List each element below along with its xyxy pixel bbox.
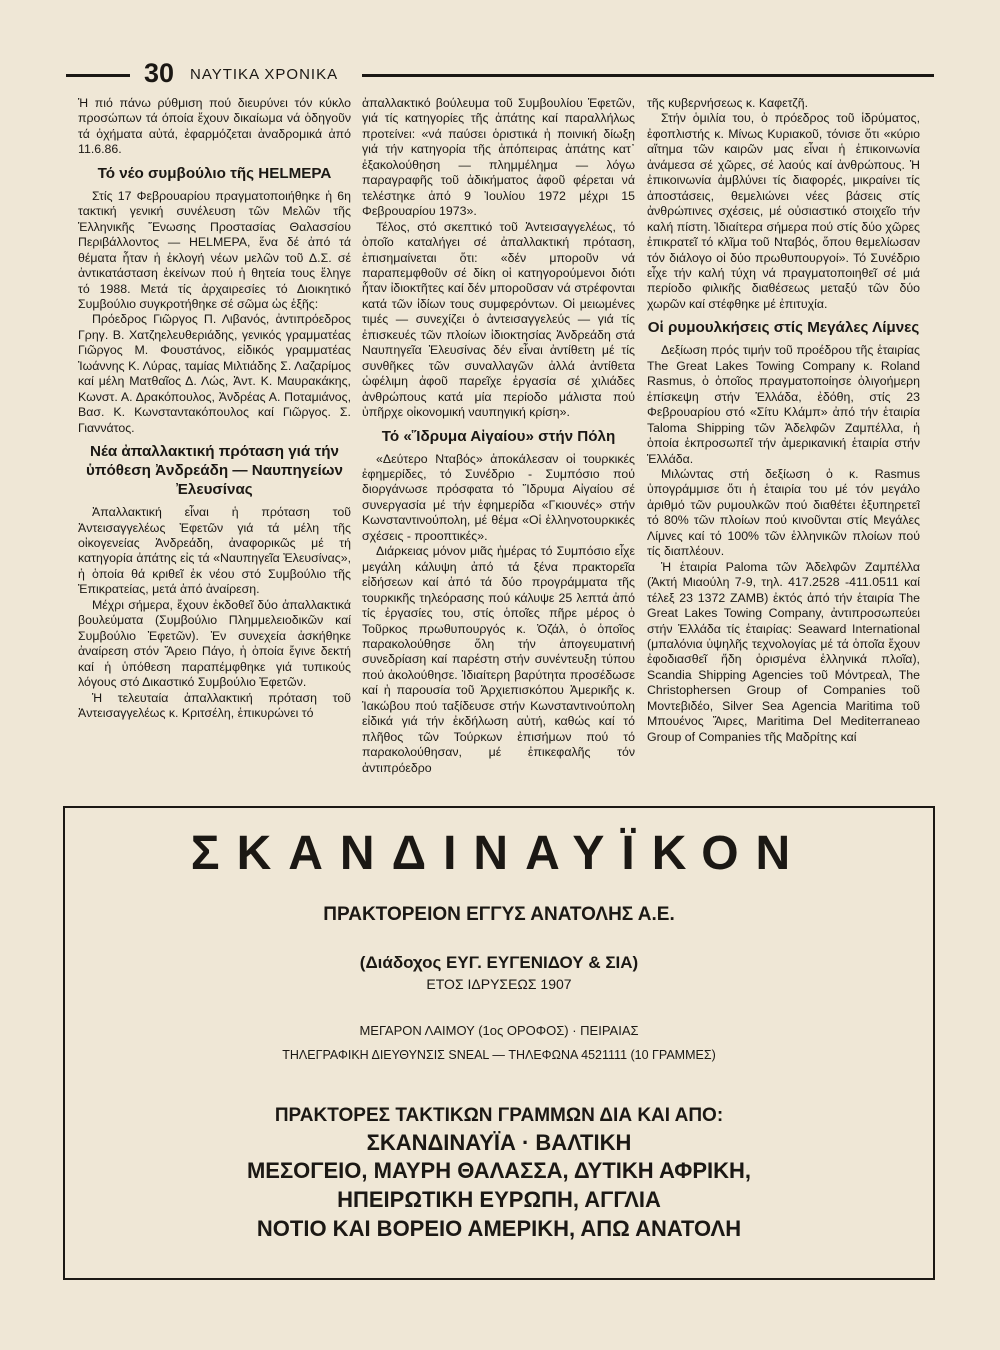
ad-founded: ΕΤΟΣ ΙΔΡΥΣΕΩΣ 1907 bbox=[426, 976, 572, 992]
column-2 bbox=[362, 96, 635, 796]
ad-address: ΜΕΓΑΡΟΝ ΛΑΙΜΟΥ (1ος ΟΡΟΦΟΣ) · ΠΕΙΡΑΙΑΣ bbox=[359, 1023, 639, 1038]
ad-successor: (Διάδοχος ΕΥΓ. ΕΥΓΕΝΙΔΟΥ & ΣΙΑ) bbox=[359, 953, 639, 972]
ad-contact: ΤΗΛΕΓΡΑΦΙΚΗ ΔΙΕΥΘΥΝΣΙΣ SNEAL — ΤΗΛΕΦΩΝΑ 4521111 (10 ΓΡΑΜΜΕΣ) bbox=[282, 1048, 716, 1062]
header-rule-left bbox=[66, 74, 130, 77]
paragraph: Τέλος, στό σκεπτικό τοῦ Ἀντεισαγγελέως, τό ὁποῖο καταλήγει σέ ἀπαλλακτική πρόταση, ἐπισημαίνεται ὅτι: «δέν μποροῦν νά παραπεμφθοῦν σέ δίκη οἱ κατηγορούμενοι διότι ἦταν ἰδιοκτῆτες καί δέν μποροῦσαν νά στρέφονται κατά τῶν ἰδίων τους συμφερόντων. Οἱ μειωμένες τιμές — συνεχίζει ὁ ἀντεισαγγελεύς — γιά τίς ἐπισκευές τῶν πλοίων ἰδιοκτησίας Ἀνδρεάδη στά Ναυπηγεῖα Ἐλευσίνας δέν εἶναι ἀντίθετη μέ τίς συνθῆκες τῶν συναλλαγῶν ἀλλά ἀντίθετα ὠφέλιμη ἀφοῦ παρεῖχε ἐργασία σέ χιλιάδες ἀνθρώπους κατά μία περίοδο μάλιστα πού ὑπῆρχε οἰκονομική ναυπηγική κρίση». bbox=[362, 219, 635, 420]
paragraph: τῆς κυβερνήσεως κ. Καφετζῆ. bbox=[647, 96, 809, 110]
paragraph: Πρόεδρος Γιῶργος Π. Λιβανός, ἀντιπρόεδρος Γρηγ. Β. Χατζηελευθεριάδης, γενικός γραμματέας Γιῶργος Μ. Φουστάνος, εἰδικός γραμματέας Ἰωάννης Κ. Λύρας, ταμίας Μιλτιάδης Σ. Λαζαρίμος καί μέλη Ματθαῖος Δ. Λώς, Ἀντ. Κ. Μαυρακάκης, Κωνστ. Α. Δρακόπουλος, Ἀνδρέας Α. Ποταμιάνος, Βασ. Κ. Κωνσταντακόπουλος καί Γιῶργος. Σ. Γιαννάτος. bbox=[78, 312, 351, 435]
ad-destination: ΜΕΣΟΓΕΙΟ, ΜΑΥΡΗ ΘΑΛΑΣΣΑ, ΔΥΤΙΚΗ ΑΦΡΙΚΗ, bbox=[246, 1158, 752, 1183]
intro-paragraph: Ἡ πιό πάνω ρύθμιση πού διευρύνει τόν κύκλο προσώπων τά όποία ἔχουν δικαίωμα νά ὁδηγοῦν τά ὀχήματα αὐτά, ἐφαρμόζεται ἀναδρομικά ἀπό 11.6.86. bbox=[78, 96, 351, 157]
paragraph: Διάρκειας μόνον μιᾶς ἡμέρας τό Συμπόσιο εἶχε μεγάλη κάλυψη ἀπό τά ξένα πρακτορεῖα εἰδήσεων καί ἀπό τά δύο προγράμματα τῆς τουρκικῆς τηλεόρασης πού κάλυψε 25 λεπτά ἀπό τίς ἐργασίες του, στίς ὁποῖες πῆρε μέρος ὁ Τοῦρκος πρωθυπουργός κ. Ὀζάλ, ὁ ὁποῖος παρακολούθησε ὅλη τήν ἀπογευματινή συνεδρίαση καί παρέστη στήν συνέντευξη τύπου πού ἀκολούθησε. Ἰδιαίτερη βαρύτητα προσέδωσε καί ἡ παρουσία τοῦ Ἀρχιεπισκόπου Ἀμερικῆς κ. Ἰακώβου πού ταξίδευσε στήν Κωνσταντινούπολη εἰδικά γιά τήν ἐκδήλωση αὐτή, καθώς καί τό πλῆθος τῶν Τούρκων ἐπισήμων πού τό παρακολούθησαν, μέ ἐπικεφαλῆς τόν ἀντιπρόεδρο bbox=[362, 544, 635, 775]
headline-andreadis: Νέα ἀπαλλακτική πρόταση γιά τήν ὑπόθεση Ἀνδρεάδη — Ναυπηγείων Ἐλευσίνας bbox=[86, 443, 343, 499]
magazine-title: ΝΑΥΤΙΚΑ ΧΡΟΝΙΚΑ bbox=[190, 66, 339, 83]
paragraph: Στίς 17 Φεβρουαρίου πραγματοποιήθηκε ἡ 6η τακτική γενική συνέλευση τῶν Μελῶν τῆς Ἑλληνικῆς Ἕνωσης Προστασίας Θαλασσίου Περιβάλλοντος — HELMEPA, ἕνα δέ ἀπό τά θέματα ἦταν ἡ ἐκλογή νέων μελῶν τοῦ Δ.Σ. σέ ἀντικατάσταση ἐκείνων πού ἡ θητεία τους ἔληγε τό 1988. Μετά τίς ἀρχαιρεσίες τό Διοικητικό Συμβούλιο συγκροτήθηκε σέ σῶμα ὡς ἑξῆς: bbox=[78, 188, 351, 311]
column-1 bbox=[78, 96, 351, 796]
paragraph: Ἀπαλλακτική εἶναι ἡ πρόταση τοῦ Ἀντεισαγγελέως Ἐφετῶν γιά τά μέλη τῆς οἰκογενείας Ἀνδρεάδη, ἀναφορικῶς μέ τή κατηγορία ἀπάτης εἰς τά «Ναυπηγεῖα Ἐλευσίνας», ἡ ὁποία θά κριθεῖ ἐκ νέου στό Συμβούλιο τῆς Ἐπικρατείας, μετά ἀπό ἀναίρεση. bbox=[78, 505, 351, 597]
ad-destination: ΗΠΕΙΡΩΤΙΚΗ ΕΥΡΩΠΗ, ΑΓΓΛΙΑ bbox=[337, 1187, 661, 1212]
paragraph: Ἡ τελευταία ἀπαλλακτική πρόταση τοῦ Ἀντεισαγγελέως κ. Κριτσέλη, ἐπικυρώνει τό bbox=[78, 690, 351, 720]
paragraph: «Δεύτερο Νταβός» ἀποκάλεσαν οἱ τουρκικές ἐφημερίδες, τό Συνέδριο - Συμπόσιο πού διοργάνωσε πρόσφατα τό Ἵδρυμα Αἰγαίου σέ συνεργασία μέ τήν ἐφημερίδα «Γκιουνές» στήν Κωνσταντινούπολη, μέ θέμα «Οἱ ἑλληνοτουρκικές σχέσεις - προοπτικές». bbox=[362, 451, 635, 543]
headline-great-lakes: Οἱ ρυμουλκήσεις στίς Μεγάλες Λίμνες bbox=[647, 319, 920, 337]
header-rule-right bbox=[362, 74, 934, 77]
page-number: 30 bbox=[144, 58, 175, 88]
paragraph: Μιλώντας στή δεξίωση ὁ κ. Rasmus ὑπογράμμισε ὅτι ἡ ἑταιρία του μέ τόν μεγάλο ἀριθμό τῶν ρυμουλκῶν πού διαθέτει ἐξυπηρετεῖ τό 80% τῶν πλοίων πού κινοῦνται στίς Μεγάλες Λίμνες καί τό 100% τῶν ἑλληνικῶν πλοίων πού τίς διαπλέουν. bbox=[647, 466, 920, 559]
advertisement-box bbox=[63, 806, 935, 1280]
ad-destination: ΣΚΑΝΔΙΝΑΥΪΑ · ΒΑΛΤΙΚΗ bbox=[366, 1130, 632, 1155]
headline-helmepa: Τό νέο συμβούλιο τῆς HELMEPA bbox=[97, 164, 332, 182]
page-header bbox=[62, 58, 938, 88]
column-3 bbox=[647, 96, 920, 796]
paragraph: Στήν ὁμιλία του, ὁ πρόεδρος τοῦ ἱδρύματος, ἐφοπλιστής κ. Μίνως Κυριακοῦ, τόνισε ὅτι «κύριο αἴτημα τῶν καιρῶν μας εἶναι ἡ ἐπικοινωνία ἀνάμεσα σέ χῶρες, σέ λαούς καί ἀνθρώπους. Ἡ ἐπικοινωνία ἀμβλύνει τίς διαφορές, μικραίνει τίς ἀποστάσεις, θεμελιώνει νέες βάσεις στίς ἀνθρώπινες σχέσεις, μέ οὐσιαστικό στοιχεῖο τήν καλή πίστη. Ἰδιαίτερα σήμερα πού στίς δύο χῶρες ἐπικρατεῖ τό κλῖμα τοῦ Νταβός, ὅπου θεμελίωσαν τόν διάλογο οἱ δύο πρωθυπουργοί». Τό Συνέδριο εἶχε τήν καλή τύχη νά πραγματοποιηθεῖ σέ μιά περίοδο φιλικῆς διαθέσεως μεταξύ τῶν δύο χωρῶν καί στέφθηκε μέ ἐπιτυχία. bbox=[647, 111, 920, 311]
ad-company-name: ΠΡΑΚΤΟΡΕΙΟΝ ΕΓΓΥΣ ΑΝΑΤΟΛΗΣ Α.Ε. bbox=[323, 904, 675, 925]
ad-destination: ΝΟΤΙΟ ΚΑΙ ΒΟΡΕΙΟ ΑΜΕΡΙΚΗ, ΑΠΩ ΑΝΑΤΟΛΗ bbox=[256, 1216, 742, 1241]
paragraph: ἀπαλλακτικό βούλευμα τοῦ Συμβουλίου Ἐφετῶν, γιά τίς κατηγορίες τῆς ἀπάτης καί παραλλήλως προτείνει: «νά παύσει ὁριστικά ἡ ποινική δίωξη γιά τήν κατηγορία τῆς ἀπόπειρας ἀπάτης κατ᾽ ἐξακολούθηση — πλημμέλημα — λόγω παραγραφῆς τοῦ ἀδικήματος ἀφοῦ φέρεται νά τελέστηκε ἀπό 9 Ἰουλίου 1972 μέχρι 15 Φεβρουαρίου 1973». bbox=[362, 96, 635, 219]
ad-brand-name: ΣΚΑΝΔΙΝΑΥΪΚΟΝ bbox=[190, 827, 808, 880]
paragraph: Ἡ ἑταιρία Paloma τῶν Ἀδελφῶν Ζαμπέλλα (Ἀκτή Μιαούλη 7-9, τηλ. 417.2528 -411.0511 καί τέλεξ 23 1372 ZAMB) ἐκτός ἀπό τήν ἑταιρία The Great Lakes Towing Company, ἀντιπροσωπεύει στήν Ἑλλάδα τίς ἑταιρίας: Seaward International (μπαλόνια ὑψηλῆς τεχνολογίας μέ τά ὁποῖα ἔχουν ἐφοδιασθεῖ ἤδη ὁρισμένα ἑλληνικά πλοῖα), Scandia Shipping Agencies τοῦ Μόντρεαλ, The Christophersen Group of Companies τοῦ Μοντεβιδέο, Silver Sea Agencia Maritima τοῦ Μπουένος Ἄιρες, Maritima Del Mediterraneao Group of Companies τῆς Μαδρίτης καί bbox=[647, 559, 920, 744]
paragraph: Μέχρι σήμερα, ἔχουν ἐκδοθεῖ δύο ἀπαλλακτικά βουλεύματα (Συμβούλιο Πλημμελειοδικῶν καί Συμβούλιο Ἐφετῶν). Ἐν συνεχεία ἀσκήθηκε ἀναίρεση στόν Ἄρειο Πάγο, ἡ ὁποία ἔγινε δεκτή καί ἡ ὑπόθεση παραπέμφθηκε γιά τυπικούς λόγους στό Δικαστικό Συμβούλιο Ἐφετῶν. bbox=[78, 597, 351, 690]
ad-lines-title: ΠΡΑΚΤΟΡΕΣ ΤΑΚΤΙΚΩΝ ΓΡΑΜΜΩΝ ΔΙΑ ΚΑΙ ΑΠΟ: bbox=[274, 1105, 724, 1126]
paragraph: Δεξίωση πρός τιμήν τοῦ προέδρου τῆς ἑταιρίας The Great Lakes Towing Company κ. Roland Rasmus, ὁ ὁποῖος πραγματοποίησε ὀλιγοήμερη ἐπίσκεψη στήν Ἑλλάδα, ἐδόθη, στίς 23 Φεβρουαρίου στό «Σίτυ Κλάμπ» ἀπό τήν ἑταιρία Taloma Shipping τῶν Ἀδελφῶν Ζαμπέλλα, ἡ ὁποία ἐκπροσωπεῖ τήν ἀμερικανική ἑταιρία στήν Ἑλλάδα. bbox=[647, 343, 920, 466]
headline-aegean-foundation: Τό «Ἵδρυμα Αἰγαίου» στήν Πόλη bbox=[381, 427, 616, 445]
